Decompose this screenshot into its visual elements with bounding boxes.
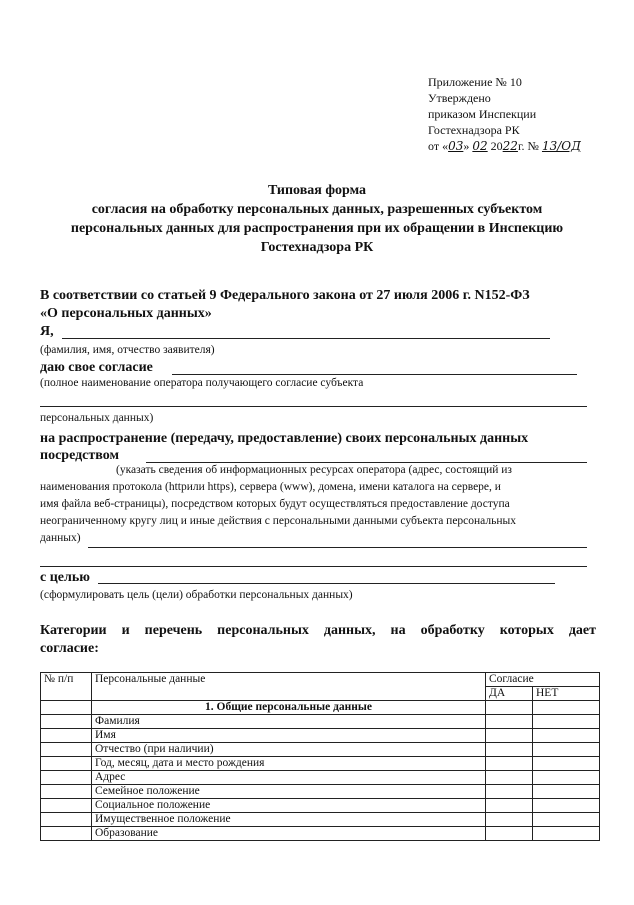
- cell-no[interactable]: [533, 827, 600, 841]
- header-yes: ДА: [486, 687, 533, 701]
- intro-line-1: В соответствии со статьей 9 Федерального закона от 27 июля 2006 г. N152-ФЗ: [40, 288, 530, 303]
- cell-no[interactable]: [533, 743, 600, 757]
- table-row: [41, 785, 600, 799]
- row-label: Адрес: [92, 771, 486, 785]
- cell-yes[interactable]: [486, 799, 533, 813]
- table-row: [41, 743, 600, 757]
- distribution-hint-line-4: неограниченному кругу лиц и иные действия с персональными данными субъекта персональных: [40, 515, 517, 527]
- header-consent: Согласие: [486, 673, 600, 687]
- cell-no[interactable]: [533, 729, 600, 743]
- cell-no[interactable]: [533, 757, 600, 771]
- intro-paragraph: [40, 287, 596, 323]
- categories-heading-line-2: согласие:: [40, 641, 99, 656]
- cell-num: [41, 743, 92, 757]
- approval-line-4: Гостехнадзора РК: [428, 123, 520, 137]
- cell-no[interactable]: [533, 701, 600, 715]
- cell-no[interactable]: [533, 799, 600, 813]
- cell-yes[interactable]: [486, 771, 533, 785]
- purpose-label: с целью: [40, 570, 90, 585]
- row-label: Социальное положение: [92, 799, 486, 813]
- document-title: [30, 181, 604, 257]
- cell-num: [41, 701, 92, 715]
- distribution-hint-line-2: наименования протокола (httpили https), сервера (www), домена, имени каталога на сервере, и: [40, 481, 501, 493]
- date-day: 03: [448, 139, 464, 153]
- personal-data-table: [40, 672, 600, 841]
- title-line-2: согласия на обработку персональных данных, разрешенных субъектом: [91, 202, 543, 217]
- cell-num: [41, 757, 92, 771]
- cell-num: [41, 729, 92, 743]
- cell-yes[interactable]: [486, 743, 533, 757]
- title-line-4: Гостехнадзора РК: [260, 240, 374, 255]
- cell-no[interactable]: [533, 771, 600, 785]
- cell-num: [41, 827, 92, 841]
- table-section-row: [41, 701, 600, 715]
- row-label: Отчество (при наличии): [92, 743, 486, 757]
- intro-line-2: «О персональных данных»: [40, 306, 212, 321]
- approval-line-1: Приложение № 10: [428, 75, 522, 89]
- row-label: Семейное положение: [92, 785, 486, 799]
- cell-num: [41, 715, 92, 729]
- header-no: НЕТ: [533, 687, 600, 701]
- distribution-fill-line-3[interactable]: [40, 566, 587, 567]
- distribution-hint-line-5: данных): [40, 532, 81, 544]
- row-label: Имя: [92, 729, 486, 743]
- ya-fill-line[interactable]: [62, 338, 550, 339]
- consent-hint-1: (полное наименование оператора получающего согласие субъекта: [40, 377, 364, 389]
- cell-num: [41, 771, 92, 785]
- ya-hint: (фамилия, имя, отчество заявителя): [40, 344, 215, 356]
- cell-num: [41, 785, 92, 799]
- approval-line-3: приказом Инспекции: [428, 107, 537, 121]
- cell-yes[interactable]: [486, 715, 533, 729]
- purpose-hint: (сформулировать цель (цели) обработки персональных данных): [40, 589, 353, 601]
- table-row: [41, 729, 600, 743]
- distribution-fill-line-2[interactable]: [88, 547, 587, 548]
- date-year-prefix: 20: [490, 139, 503, 153]
- table-row: [41, 813, 600, 827]
- date-close: »: [463, 139, 470, 153]
- table-row: [41, 757, 600, 771]
- table-header-row: [41, 673, 600, 687]
- cell-no[interactable]: [533, 813, 600, 827]
- cell-yes[interactable]: [486, 729, 533, 743]
- cell-num: [41, 799, 92, 813]
- title-line-1: Типовая форма: [267, 183, 367, 198]
- table-row: [41, 799, 600, 813]
- date-prefix: от «: [428, 139, 449, 153]
- distribution-hint-line-1: (указать сведения об информационных ресурсах оператора (адрес, состоящий из: [116, 464, 512, 476]
- cell-no[interactable]: [533, 715, 600, 729]
- row-label: Образование: [92, 827, 486, 841]
- categories-heading-line-1: Категории и перечень персональных данных, на обработку которых дает: [40, 623, 596, 638]
- distribution-hint-line-3: имя файла веб-страницы), посредством которых будут осуществляться предоставление доступа: [40, 498, 510, 510]
- header-data: Персональные данные: [92, 673, 486, 701]
- section-title: 1. Общие персональные данные: [92, 701, 486, 715]
- categories-heading: [40, 622, 596, 658]
- cell-yes[interactable]: [486, 701, 533, 715]
- title-line-3: персональных данных для распространения при их обращении в Инспекцию: [70, 221, 564, 236]
- table-row: [41, 827, 600, 841]
- approval-date-line: [428, 138, 618, 154]
- consent-fill-line-2[interactable]: [40, 406, 587, 407]
- order-number: 13/ОД: [541, 139, 581, 153]
- header-num: № п/п: [41, 673, 92, 701]
- cell-yes[interactable]: [486, 813, 533, 827]
- approval-line-2: Утверждено: [428, 91, 491, 105]
- row-label: Год, месяц, дата и место рождения: [92, 757, 486, 771]
- row-label: Имущественное положение: [92, 813, 486, 827]
- cell-yes[interactable]: [486, 827, 533, 841]
- cell-yes[interactable]: [486, 785, 533, 799]
- consent-label: даю свое согласие: [40, 360, 153, 375]
- ya-label: Я,: [40, 324, 54, 339]
- date-suffix: г. №: [517, 139, 539, 153]
- row-label: Фамилия: [92, 715, 486, 729]
- table-row: [41, 771, 600, 785]
- table-row: [41, 715, 600, 729]
- distribution-line-2: посредством: [40, 448, 120, 463]
- date-month: 02: [472, 139, 488, 153]
- distribution-line-1: на распространение (передачу, предоставление) своих персональных данных: [40, 431, 529, 446]
- distribution-hint: [40, 462, 596, 547]
- consent-hint-2: персональных данных): [40, 412, 154, 424]
- approval-block: [428, 74, 618, 154]
- date-year: 22: [502, 139, 518, 153]
- purpose-fill-line[interactable]: [98, 583, 555, 584]
- cell-yes[interactable]: [486, 757, 533, 771]
- cell-no[interactable]: [533, 785, 600, 799]
- cell-num: [41, 813, 92, 827]
